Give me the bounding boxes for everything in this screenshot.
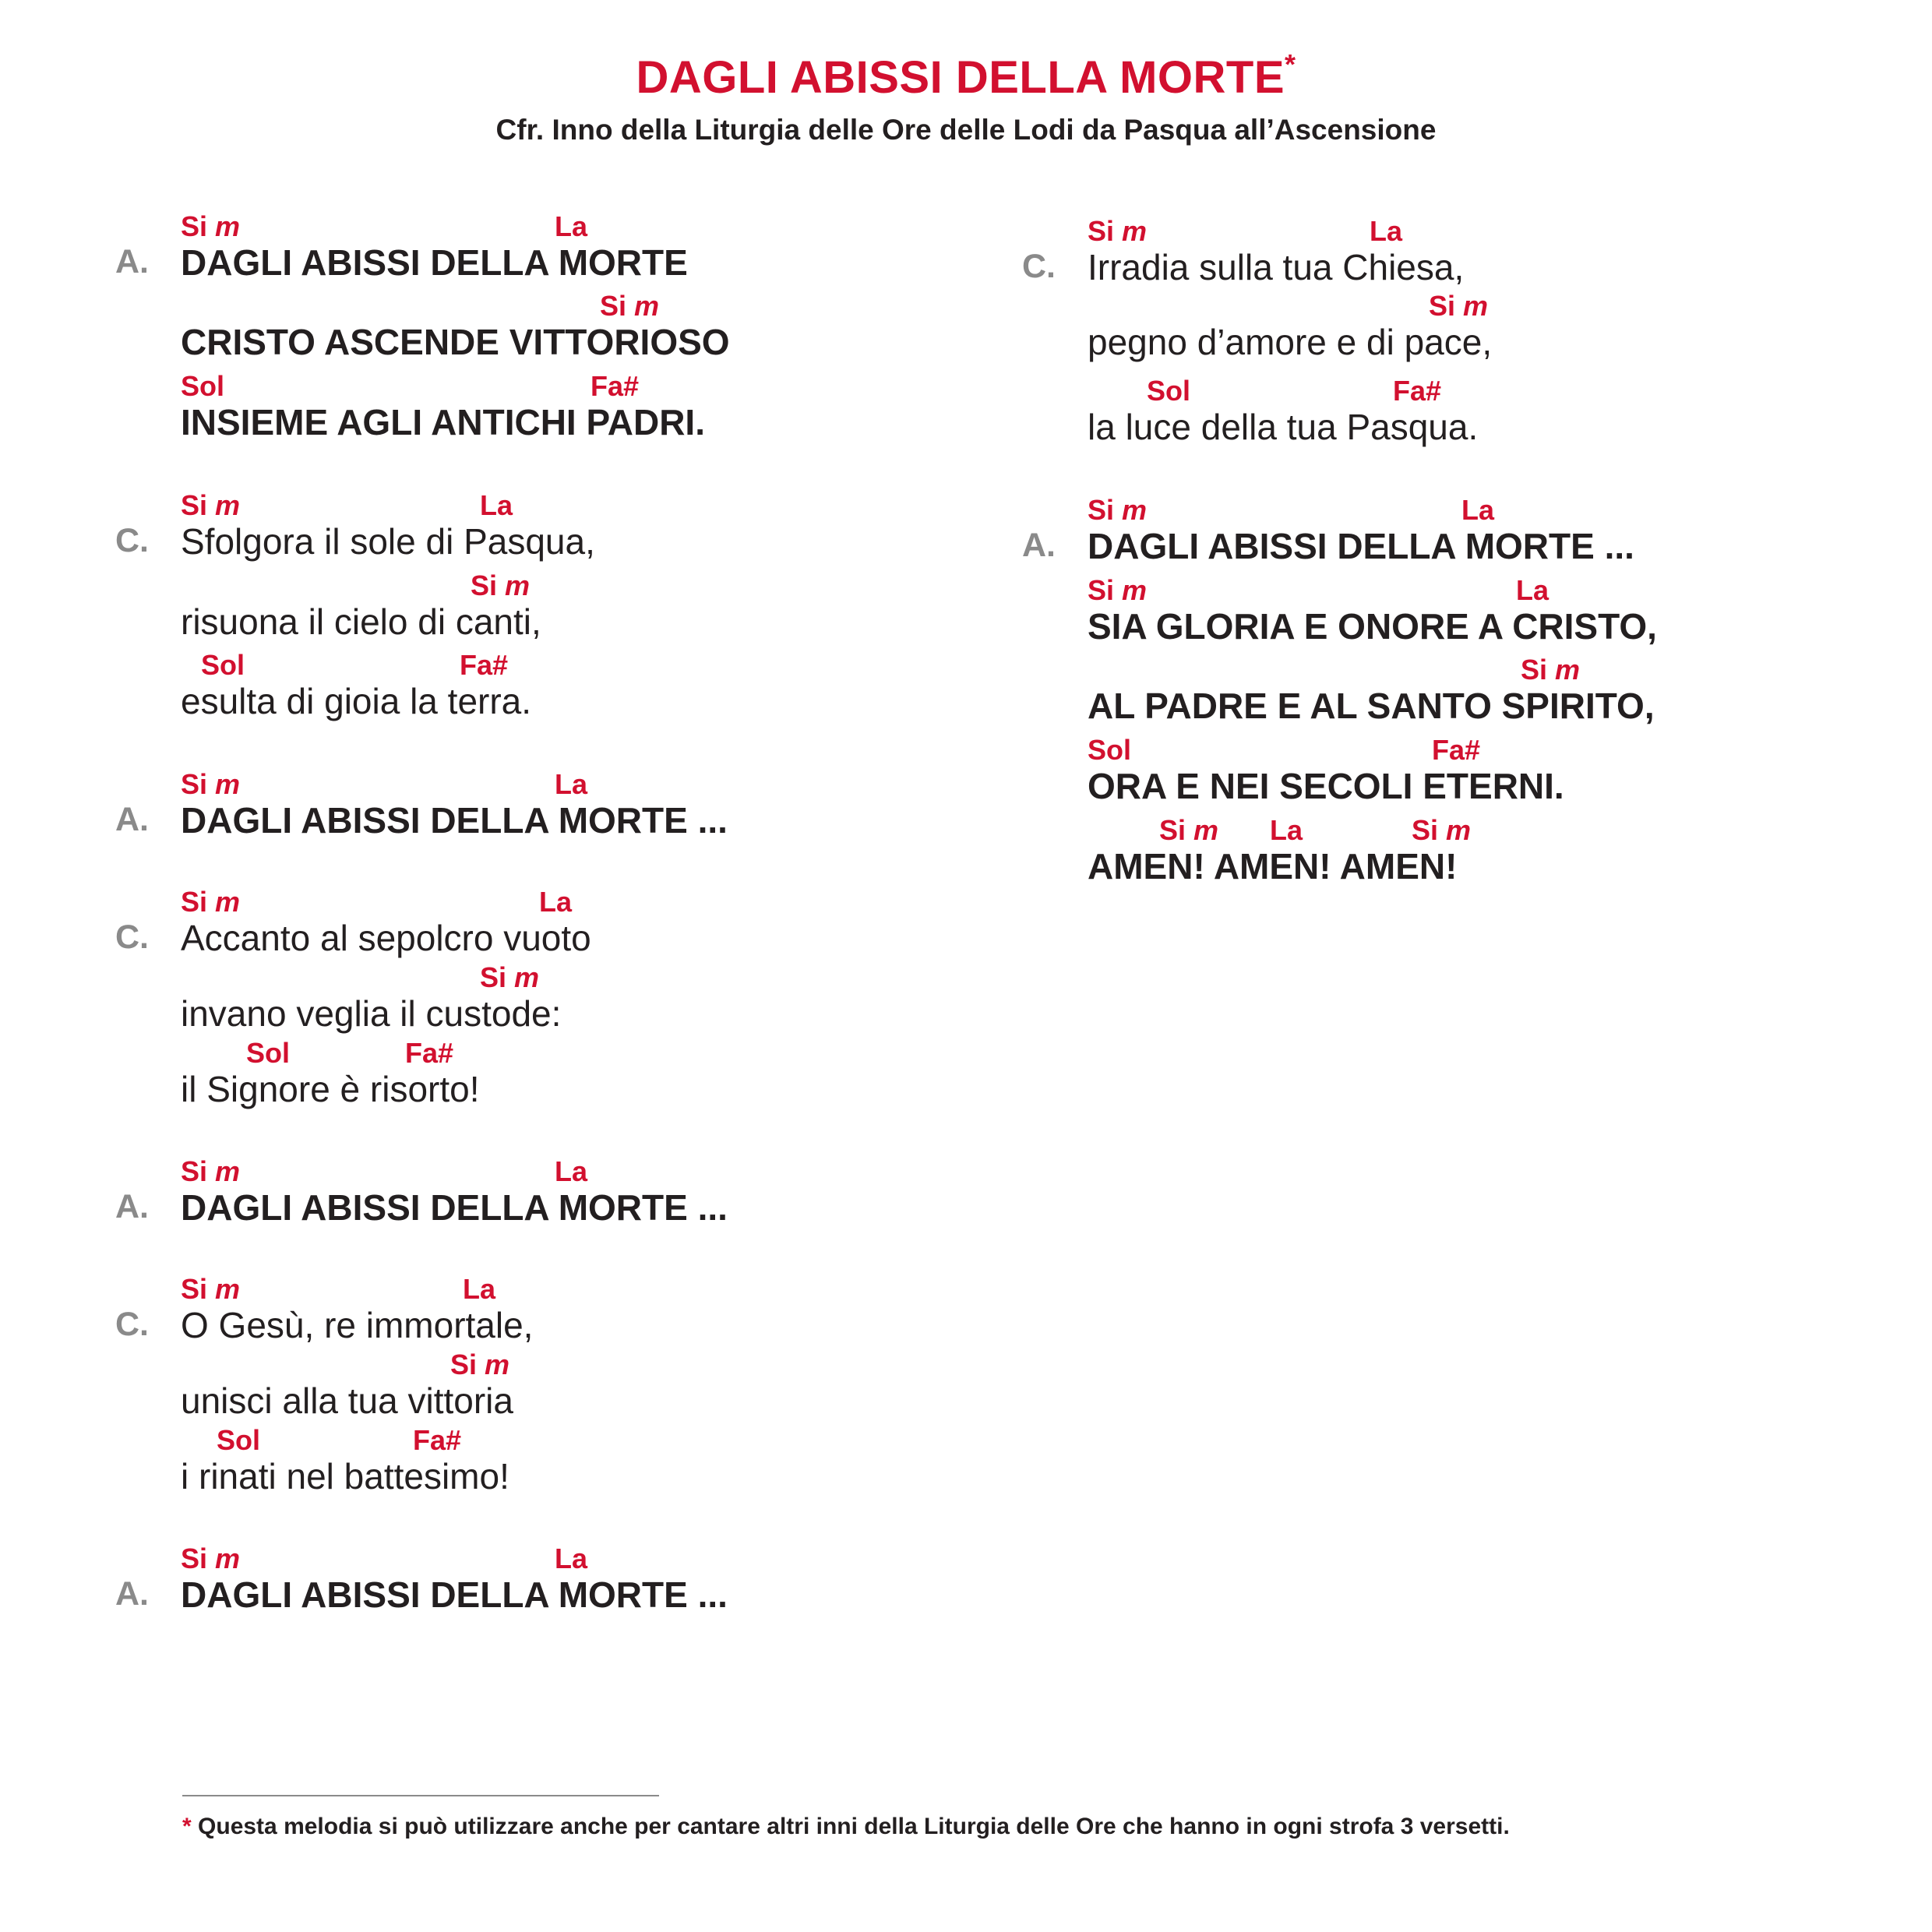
song-title — [0, 48, 1932, 104]
chord-sol: Sol — [181, 370, 225, 402]
chord-sol: Sol — [246, 1037, 291, 1069]
chord-si-minor: Si m — [1429, 290, 1489, 322]
chord-fa-sharp: Fa# — [460, 649, 509, 681]
footnote-mark: * — [182, 1814, 192, 1839]
chord-fa-sharp: Fa# — [591, 370, 640, 402]
lyric-line: INSIEME AGLI ANTICHI PADRI. — [181, 402, 705, 442]
lyric-line: Sfolgora il sole di Pasqua, — [181, 521, 595, 562]
chord-sol: Sol — [1147, 375, 1191, 407]
lyric-line: DAGLI ABISSI DELLA MORTE — [181, 242, 688, 283]
chord-la: La — [463, 1273, 496, 1305]
lyric-line: DAGLI ABISSI DELLA MORTE ... — [181, 1187, 728, 1228]
chord-fa-sharp: Fa# — [1432, 734, 1481, 766]
verse-label-assembly: A. — [1022, 527, 1056, 564]
chord-fa-sharp: Fa# — [413, 1424, 462, 1456]
lyric-line: il Signore è risorto! — [181, 1069, 480, 1109]
verse-label-assembly: A. — [115, 1575, 149, 1613]
lyric-line: risuona il cielo di canti, — [181, 601, 541, 642]
lyric-line: pegno d’amore e di pace, — [1088, 322, 1493, 362]
lyric-line: la luce della tua Pasqua. — [1088, 407, 1479, 447]
lyric-line: AMEN! AMEN! AMEN! — [1088, 846, 1458, 887]
verse-label-cantor: C. — [1022, 248, 1056, 285]
lyric-line: DAGLI ABISSI DELLA MORTE ... — [1088, 526, 1634, 566]
chord-si-minor: Si m — [1521, 654, 1581, 686]
chord-si-minor: Si m — [181, 886, 241, 918]
lyric-line: esulta di gioia la terra. — [181, 681, 532, 721]
lyric-line: invano veglia il custode: — [181, 993, 562, 1034]
chord-la: La — [539, 886, 573, 918]
chord-si-minor: Si m — [600, 290, 660, 322]
chord-fa-sharp: Fa# — [1393, 375, 1442, 407]
verse-label-assembly: A. — [115, 243, 149, 280]
lyric-line: DAGLI ABISSI DELLA MORTE ... — [181, 800, 728, 841]
verse-label-cantor: C. — [115, 1306, 149, 1343]
chord-la: La — [1270, 814, 1303, 846]
chord-la: La — [1516, 574, 1549, 606]
lyric-line: SIA GLORIA E ONORE A CRISTO, — [1088, 606, 1657, 647]
song-subtitle: Cfr. Inno della Liturgia delle Ore delle Lodi da Pasqua all’Ascensione — [495, 114, 1437, 146]
chord-si-minor: Si m — [1159, 814, 1219, 846]
chord-si-minor: Si m — [1088, 574, 1148, 606]
chord-si-minor: Si m — [471, 569, 531, 601]
chord-si-minor: Si m — [181, 768, 241, 800]
chord-si-minor: Si m — [1088, 494, 1148, 526]
footnote-divider — [182, 1795, 659, 1796]
chord-si-minor: Si m — [1088, 215, 1148, 247]
title-footnote-mark: * — [1285, 48, 1296, 80]
lyric-line: AL PADRE E AL SANTO SPIRITO, — [1088, 686, 1655, 726]
chord-la: La — [1370, 215, 1403, 247]
chord-si-minor: Si m — [181, 1542, 241, 1574]
verse-label-assembly: A. — [115, 1188, 149, 1225]
lyric-line: Accanto al sepolcro vuoto — [181, 918, 591, 958]
chord-si-minor: Si m — [181, 210, 241, 242]
verse-label-cantor: C. — [115, 918, 149, 956]
lyric-line: DAGLI ABISSI DELLA MORTE ... — [181, 1574, 728, 1615]
chord-la: La — [1461, 494, 1495, 526]
chord-sol: Sol — [201, 649, 245, 681]
chord-la: La — [555, 1155, 588, 1187]
verse-label-cantor: C. — [115, 522, 149, 559]
footnote-text: Questa melodia si può utilizzare anche per cantare altri inni della Liturgia delle Ore che hanno in ogni strofa 3 versetti. — [198, 1814, 1510, 1839]
lyric-line: unisci alla tua vittoria — [181, 1380, 513, 1421]
verse-label-assembly: A. — [115, 801, 149, 838]
chord-si-minor: Si m — [450, 1349, 510, 1380]
chord-la: La — [555, 768, 588, 800]
chord-si-minor: Si m — [480, 961, 540, 993]
chord-la: La — [555, 210, 588, 242]
chord-la: La — [555, 1542, 588, 1574]
footnote — [182, 1814, 1510, 1840]
chord-si-minor: Si m — [181, 489, 241, 521]
lyric-line: O Gesù, re immortale, — [181, 1305, 534, 1345]
chord-si-minor: Si m — [181, 1155, 241, 1187]
lyric-line: Irradia sulla tua Chiesa, — [1088, 247, 1465, 287]
lyric-line: ORA E NEI SECOLI ETERNI. — [1088, 766, 1564, 806]
song-title-text: DAGLI ABISSI DELLA MORTE — [636, 52, 1285, 103]
chord-sol: Sol — [1088, 734, 1132, 766]
chord-fa-sharp: Fa# — [405, 1037, 454, 1069]
chord-si-minor: Si m — [1412, 814, 1472, 846]
lyric-line: CRISTO ASCENDE VITTORIOSO — [181, 322, 730, 362]
chord-la: La — [480, 489, 513, 521]
lyric-line: i rinati nel battesimo! — [181, 1456, 509, 1497]
chord-sol: Sol — [217, 1424, 261, 1456]
chord-si-minor: Si m — [181, 1273, 241, 1305]
